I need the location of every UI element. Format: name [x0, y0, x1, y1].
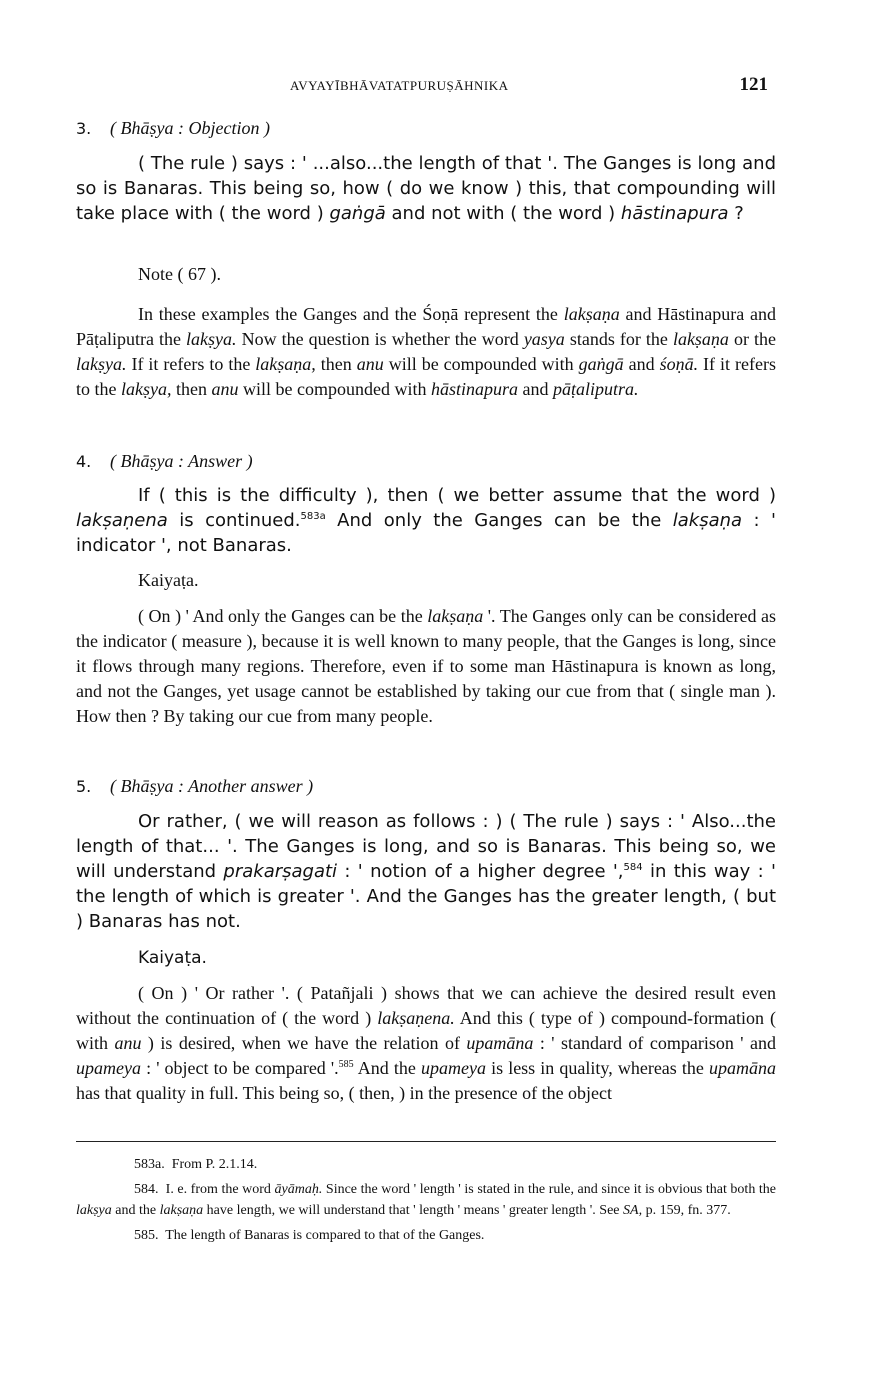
kaiyata-label: Kaiyaṭa. — [138, 570, 199, 590]
footnote-585: 585. The length of Banaras is compared to that of the Ganges. — [134, 1228, 485, 1243]
section-4-bhasya-text — [76, 483, 776, 558]
paragraph: Or rather, ( we will reason as follows : ) ( The rule ) says : ' Also...the length of that... '. The Ganges is long, and so is Banaras. This being so, we will understand prakarṣagati : ' notion of a higher degree ',$^{584}$ in this way : ' the length of which is greater '. And the Ganges has the greater length, ( but ) Banaras has not. — [76, 811, 776, 932]
note-67-text — [76, 302, 776, 402]
footnotes — [76, 1154, 776, 1250]
footnote-ref: 583a — [300, 511, 326, 522]
kaiyata-text — [76, 981, 776, 1106]
paragraph: In these examples the Ganges and the Śoṇā represent the lakṣaṇa and Hāstinapura and Pāṭaliputra the lakṣya. Now the question is whether the word yasya stands for the lakṣaṇa or the lakṣya. If it refers to the lakṣaṇa, then anu will be compounded with gaṅgā and śoṇā. If it refers to the lakṣya, then anu will be compounded with hāstinapura and pāṭaliputra. — [76, 304, 777, 399]
section-number: 5. — [76, 777, 92, 796]
paragraph: ( The rule ) says : ' ...also...the length of that '. The Ganges is long and so is Banaras. This being so, how ( do we know ) this, that compounding will take place with ( the word ) gaṅgā and not with ( the word ) hāstinapura ? — [76, 153, 776, 224]
footnote-divider — [76, 1141, 776, 1142]
section-title: ( Bhāṣya : Another answer ) — [110, 776, 314, 796]
paragraph: If ( this is the difficulty ), then ( we better assume that the word ) lakṣaṇena is continued.$^{583a}$ And only the Ganges can be the lakṣaṇa : ' indicator ', not Banaras. — [76, 485, 776, 556]
section-number: 3. — [76, 119, 92, 138]
section-3-heading — [76, 118, 776, 139]
kaiyata-label: Kaiyaṭa. — [138, 948, 207, 968]
section-4-heading — [76, 451, 776, 472]
footnote-ref: 585 — [338, 1059, 354, 1070]
page-header — [76, 76, 776, 98]
section-5-bhasya-text — [76, 809, 776, 934]
page-number: 121 — [739, 74, 768, 95]
section-title: ( Bhāṣya : Answer ) — [110, 451, 253, 471]
section-5-heading — [76, 776, 776, 797]
section-title: ( Bhāṣya : Objection ) — [110, 118, 270, 138]
running-title: AVYAYĪBHĀVATATPURUṢĀHNIKA — [290, 78, 509, 93]
paragraph: ( On ) ' Or rather '. ( Patañjali ) shows that we can achieve the desired result even without the continuation of ( the word ) lakṣaṇena. And this ( type of ) compound-formation ( with anu ) is desired, when we have the relation of upamāna : ' standard of comparison ' and upameya : ' object to be compared '.$^{585}$ And the upameya is less in quality, whereas the upamāna has that quality in full. This being so, ( then, ) in the presence of the object — [76, 983, 777, 1103]
paragraph: ( On ) ' And only the Ganges can be the lakṣaṇa '. The Ganges only can be considered as the indicator ( measure ), because it is well known to many people, that the Ganges is long, since it flows through many regions. Therefore, even if to some man Hāstinapura is known as long, and not the Ganges, yet usage cannot be established by taking our cue from that ( single man ). How then ? By taking our cue from many people. — [76, 606, 776, 726]
footnote-584: 584. I. e. from the word āyāmaḥ. Since the word ' length ' is stated in the rule, and since it is obvious that both the lakṣya and the lakṣaṇa have length, we will understand that ' length ' means ' greater length '. See SA, p. 159, fn. 377. — [76, 1182, 776, 1218]
section-3-bhasya-text — [76, 151, 776, 226]
section-number: 4. — [76, 452, 92, 471]
kaiyata-text — [76, 604, 776, 729]
note-label: Note ( 67 ). — [138, 264, 221, 284]
footnote-ref: 584 — [623, 862, 643, 873]
footnote-583a: 583a. From P. 2.1.14. — [134, 1157, 258, 1172]
